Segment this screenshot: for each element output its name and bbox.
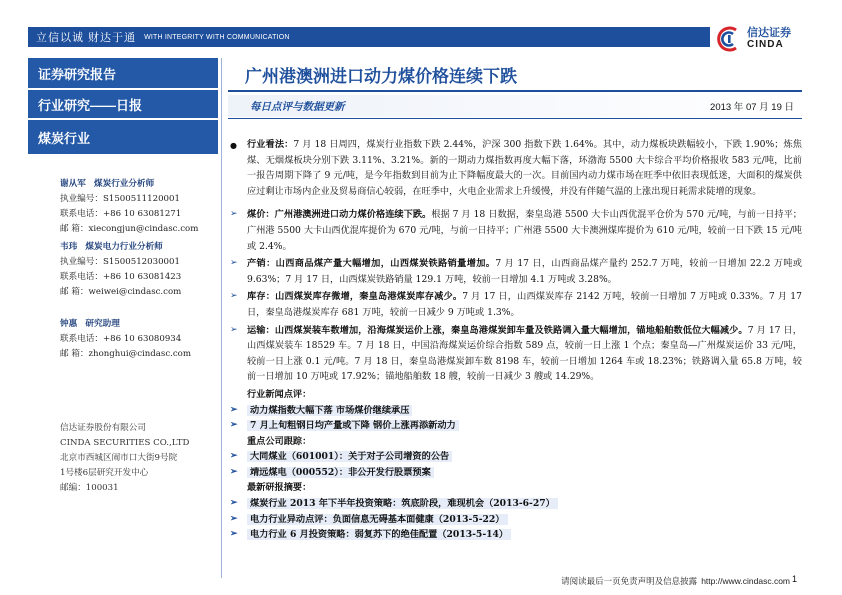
arrow-icon: ➢	[230, 513, 238, 524]
subtitle-row	[228, 95, 802, 117]
report-type-box: 证券研究报告	[28, 58, 218, 88]
report-date: 2013 年 07 月 19 日	[710, 102, 794, 113]
analyst-card	[60, 317, 218, 362]
analyst-email[interactable]: 邮 箱：zhonghui@cindasc.com	[60, 349, 192, 359]
company-address: 北京市西城区闹市口大街9号院	[60, 453, 178, 463]
footer	[500, 575, 790, 587]
logo-text-cn: 信达证券	[747, 27, 791, 39]
news-heading: 行业新闻点评：	[247, 388, 312, 400]
slogan-cn: 立信以诚 财达于通	[36, 32, 137, 44]
footer-disclaimer: 请阅读最后一页免责声明及信息披露	[561, 577, 698, 587]
analyst-line: 联系电话：+86 10 63081271	[60, 209, 182, 219]
report-item	[228, 527, 802, 543]
report-link[interactable]: 电力行业异动点评：负面信息无碍基本面健康（2013-5-22）	[247, 514, 508, 525]
cinda-logo	[716, 24, 816, 54]
company-tracking-heading: 重点公司跟踪：	[247, 435, 312, 447]
analyst-email[interactable]: 邮 箱：xiecongjun@cindasc.com	[60, 224, 199, 234]
news-link[interactable]: 动力煤指数大幅下落 市场煤价继续承压	[247, 405, 412, 416]
footer-url[interactable]: http://www.cindasc.com	[701, 576, 790, 586]
analyst-email[interactable]: 邮 箱：weiwei@cindasc.com	[60, 287, 182, 297]
list-item: ➢ 煤价：广州港澳洲进口动力煤价格连续下跌。根据 7 月 18 日数据，秦皇岛港 5500 大卡山西优混平仓价为 570 元/吨，与前一日持平；广州港 5500 大卡山西优混库提价为 670 元/吨，与前一日持平；广州港 5500 大卡澳洲煤库提价为 610 元/吨，较前一日下跌 15 元/吨或 2.4%。	[230, 209, 802, 252]
reports-heading: 最新研报摘要：	[247, 482, 312, 494]
list-item: ➢ 运输：山西煤炭装车数增加，沿海煤炭运价上涨，秦皇岛港煤炭卸车量及铁路调入量大幅增加，锚地船舶数低位大幅减少。7 月 17 日，山西煤炭装车 18529 车。7 月 18 日，中国沿海煤炭运价综合指数 589 点，较前一日上涨 1 个点；秦皇岛—广州煤炭运价 33 元/吨，较前一日上涨 0.1 元/吨。7 月 18 日，秦皇岛港煤炭卸车数 8198 车，较前一日增加 1264 车或 18.23%；铁路调入量 65.8 万吨，较前一日增加 10 万吨或 17.92%；锚地船舶数 18 艘，较前一日减少 3 艘或 14.29%。	[230, 324, 802, 383]
sidebar-divider	[221, 58, 222, 578]
research-type-box: 行业研究——日报	[28, 90, 218, 118]
analyst-name: 钟惠	[60, 319, 78, 329]
analyst-title: 煤炭电力行业分析师	[85, 242, 163, 252]
arrow-icon: ➢	[230, 466, 238, 477]
report-item	[228, 512, 802, 528]
header-bar	[28, 27, 710, 47]
company-item	[228, 465, 802, 481]
news-item	[228, 403, 802, 419]
view-text: 7 月 18 日周四，煤炭行业指数下跌 2.44%，沪深 300 指数下跌 1.64%。其中，动力煤板块跌幅较小，下跌 1.90%；炼焦煤、无烟煤板块分别下跌 3.11%、3.21%。新的一期动力煤指数再度大幅下落，环渤海 5500 大卡综合平均价格报收 583 元/吨，比前一报告周期下降了 9 元/吨，是今年指数到目前为止下降幅度最大的一次。目前国内动力煤市场在旺季中依旧表现低迷，大面积的煤炭供应过剩让市场内企业及贸易商信心较弱，在旺季中，火电企业需求上升缓慢，并没有伴随气温的上涨出现日耗需求陡增的现象。	[247, 139, 802, 197]
subtitle-rule	[228, 118, 802, 119]
company-info	[60, 421, 218, 496]
company-link[interactable]: 大同煤业（601001）：关于对子公司增资的公告	[247, 451, 452, 462]
analyst-card	[60, 177, 218, 237]
analyst-title: 研究助理	[85, 319, 120, 329]
report-body	[228, 137, 802, 573]
arrow-icon: ➢	[230, 209, 238, 220]
page-number: 1	[792, 574, 798, 584]
arrow-icon: ➢	[230, 324, 238, 335]
arrow-icon: ➢	[230, 291, 238, 302]
arrow-icon: ➢	[230, 258, 238, 269]
subtitle: 每日点评与数据更新	[250, 100, 345, 113]
company-name-en: CINDA SECURITIES CO.,LTD	[60, 438, 190, 448]
arrow-icon: ➢	[230, 404, 238, 415]
news-link[interactable]: 7 月上旬粗钢日均产量或下降 钢价上涨再添新动力	[247, 420, 459, 431]
bullet-icon: ●	[230, 141, 237, 150]
cinda-logo-icon	[716, 25, 744, 53]
industry-box: 煤炭行业	[28, 120, 218, 154]
analyst-line: 联系电话：+86 10 63080934	[60, 334, 182, 344]
company-address: 1号楼6层研究开发中心	[60, 468, 149, 478]
analyst-line: 联系电话：+86 10 63081423	[60, 272, 182, 282]
analyst-line: 执业编号：S1500512030001	[60, 257, 180, 267]
company-name-cn: 信达证券股份有限公司	[60, 423, 146, 433]
company-postcode: 邮编：100031	[60, 483, 119, 493]
page-title: 广州港澳洲进口动力煤价格连续下跌	[245, 67, 517, 86]
analyst-name: 韦玮	[60, 242, 78, 252]
arrow-icon: ➢	[230, 451, 238, 462]
analyst-line: 执业编号：S1500511120001	[60, 194, 180, 204]
list-item: ➢ 库存：山西煤炭库存微增，秦皇岛港煤炭库存减少。7 月 17 日，山西煤炭库存 2142 万吨，较前一日增加 7 万吨或 0.33%。7 月 17 日，秦皇岛港煤炭库存 681 万吨，较前一日减少 9 万吨或 1.3%。	[230, 291, 802, 318]
company-item	[228, 449, 802, 465]
company-link[interactable]: 靖远煤电（000552）：非公开发行股票预案	[247, 467, 434, 478]
report-item	[228, 496, 802, 512]
analyst-name: 谢从军	[60, 179, 86, 189]
report-link[interactable]: 电力行业 6 月投资策略：弱复苏下的绝佳配置（2013-5-14）	[247, 529, 511, 540]
report-link[interactable]: 煤炭行业 2013 年下半年投资策略：筑底阶段，难现机会（2013-6-27）	[247, 498, 558, 509]
arrow-icon: ➢	[230, 498, 238, 509]
list-item: ➢ 产销：山西商品煤产量大幅增加，山西煤炭铁路销量增加。7 月 17 日，山西商品煤产量约 252.7 万吨，较前一日增加 22.2 万吨或 9.63%；7 月 17 日，山西煤炭铁路销量 129.1 万吨，较前一日增加 4.1 万吨或 3.28%。	[230, 258, 802, 285]
arrow-icon: ➢	[230, 420, 238, 431]
slogan-en: WITH INTEGRITY WITH COMMUNICATION	[144, 33, 290, 41]
title-rule	[228, 90, 802, 92]
analyst-title: 煤炭行业分析师	[94, 179, 155, 189]
view-label: 行业看法：	[247, 139, 294, 150]
logo-text-en: CINDA	[747, 39, 784, 50]
analyst-card	[60, 240, 218, 300]
news-item	[228, 418, 802, 434]
arrow-icon: ➢	[230, 529, 238, 540]
industry-view	[228, 137, 802, 199]
